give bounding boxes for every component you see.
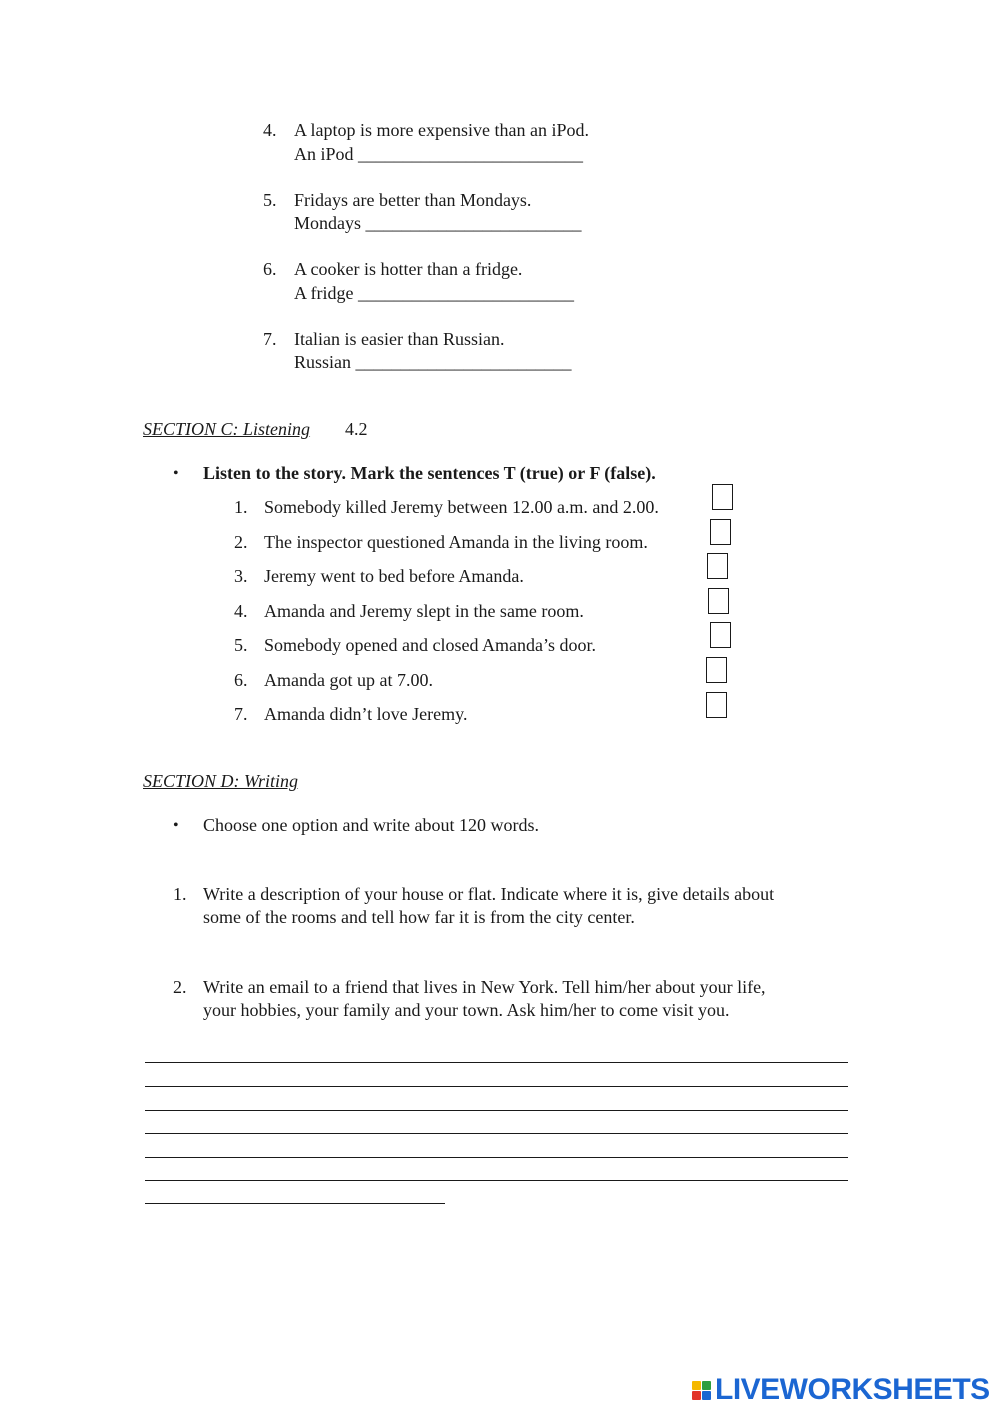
item-number: 4.: [234, 601, 248, 621]
section-c-instruction: Listen to the story. Mark the sentences T (true) or F (false).: [203, 463, 656, 483]
bullet-icon: •: [173, 465, 179, 482]
statement-text: Somebody killed Jeremy between 12.00 a.m. and 2.00.: [264, 497, 659, 517]
writing-line: [145, 1133, 848, 1134]
true-false-answer-box[interactable]: [710, 622, 731, 648]
rewrite-prompt[interactable]: A fridge ________________________: [294, 283, 574, 303]
option-number: 2.: [173, 977, 187, 997]
true-false-answer-box[interactable]: [707, 553, 728, 579]
statement-text: Amanda didn’t love Jeremy.: [264, 704, 468, 724]
true-false-answer-box[interactable]: [708, 588, 729, 614]
writing-line: [145, 1180, 848, 1181]
bullet-icon: •: [173, 817, 179, 834]
liveworksheets-logo: [692, 1372, 990, 1408]
section-c-heading: SECTION C: Listening: [143, 419, 311, 439]
true-false-answer-box[interactable]: [706, 657, 727, 683]
writing-line: [145, 1086, 848, 1087]
statement-text: Jeremy went to bed before Amanda.: [264, 566, 524, 586]
option-text-line: Write a description of your house or flat. Indicate where it is, give details about: [203, 884, 775, 904]
item-number: 6.: [234, 670, 248, 690]
true-false-answer-box[interactable]: [706, 692, 727, 718]
section-d-heading: SECTION D: Writing: [143, 771, 299, 791]
writing-line: [145, 1110, 848, 1111]
item-sentence: Italian is easier than Russian.: [294, 329, 505, 349]
option-text-line: your hobbies, your family and your town. Ask him/her to come visit you.: [203, 1000, 730, 1020]
statement-text: The inspector questioned Amanda in the living room.: [264, 532, 648, 552]
item-sentence: A cooker is hotter than a fridge.: [294, 259, 523, 279]
item-number: 7.: [234, 704, 248, 724]
item-number: 5.: [263, 190, 277, 210]
logo-square: [702, 1381, 711, 1390]
rewrite-prompt[interactable]: An iPod _________________________: [294, 144, 584, 164]
logo-text: LIVEWORKSHEETS: [715, 1373, 990, 1406]
rewrite-prompt[interactable]: Russian ________________________: [294, 352, 572, 372]
true-false-answer-box[interactable]: [710, 519, 731, 545]
writing-line: [145, 1203, 445, 1204]
rewrite-prompt[interactable]: Mondays ________________________: [294, 213, 582, 233]
item-number: 6.: [263, 259, 277, 279]
item-number: 2.: [234, 532, 248, 552]
item-number: 7.: [263, 329, 277, 349]
logo-square: [692, 1381, 701, 1390]
logo-mark-icon: [692, 1381, 711, 1400]
item-sentence: A laptop is more expensive than an iPod.: [294, 120, 589, 140]
logo-square: [702, 1391, 711, 1400]
writing-line: [145, 1157, 848, 1158]
item-number: 5.: [234, 635, 248, 655]
audio-track-number: 4.2: [345, 419, 368, 439]
item-number: 1.: [234, 497, 248, 517]
statement-text: Amanda got up at 7.00.: [264, 670, 433, 690]
true-false-answer-box[interactable]: [712, 484, 733, 510]
option-text-line: Write an email to a friend that lives in New York. Tell him/her about your life,: [203, 977, 766, 997]
item-sentence: Fridays are better than Mondays.: [294, 190, 532, 210]
item-number: 3.: [234, 566, 248, 586]
item-number: 4.: [263, 120, 277, 140]
option-number: 1.: [173, 884, 187, 904]
section-d-instruction: Choose one option and write about 120 words.: [203, 815, 539, 835]
statement-text: Amanda and Jeremy slept in the same room.: [264, 601, 584, 621]
logo-square: [692, 1391, 701, 1400]
writing-line: [145, 1062, 848, 1063]
statement-text: Somebody opened and closed Amanda’s door.: [264, 635, 596, 655]
option-text-line: some of the rooms and tell how far it is from the city center.: [203, 907, 635, 927]
